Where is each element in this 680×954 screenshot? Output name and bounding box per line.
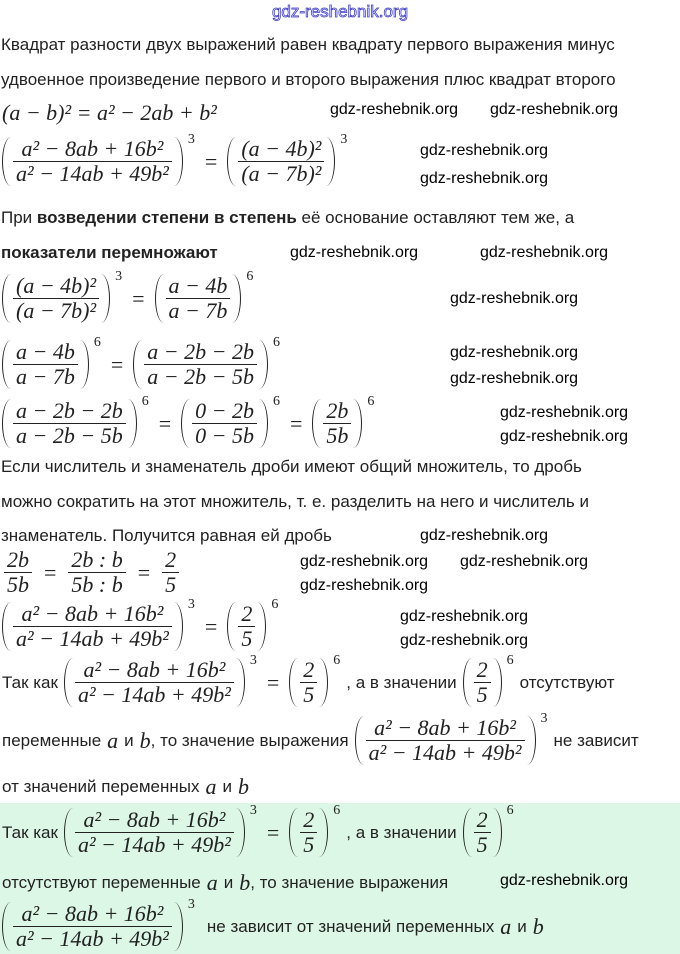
variable: a bbox=[206, 870, 218, 895]
numerator: 2 bbox=[300, 808, 317, 833]
formula-line bbox=[2, 653, 621, 707]
numerator: 2 bbox=[300, 658, 317, 683]
answer-line bbox=[2, 803, 514, 857]
formula-line bbox=[2, 335, 280, 389]
numerator: a² − 8ab + 16b² bbox=[13, 137, 172, 162]
text: не зависит от значений переменных bbox=[206, 916, 495, 936]
denominator: 5 bbox=[241, 626, 253, 651]
exponent: 6 bbox=[93, 335, 101, 350]
paren-group bbox=[2, 394, 149, 448]
paren-group bbox=[227, 597, 279, 651]
watermark: gdz-reshebnik.org bbox=[300, 577, 429, 594]
denominator: 5 bbox=[476, 832, 488, 857]
text: Так как bbox=[2, 822, 58, 842]
formula-line bbox=[2, 711, 645, 765]
text: от значений переменных bbox=[2, 777, 200, 796]
answer-line bbox=[2, 897, 544, 951]
numerator: 2 bbox=[474, 658, 491, 683]
text: и bbox=[222, 777, 232, 796]
denominator: 5b bbox=[326, 423, 349, 448]
paren-group bbox=[64, 653, 257, 707]
formula-square-difference bbox=[2, 100, 217, 126]
paragraph-line: можно сократить на этот множитель, т. е. разделить на него и числитель и bbox=[1, 492, 589, 511]
variable: a bbox=[205, 774, 217, 799]
formula-line bbox=[2, 269, 254, 323]
formula-line bbox=[2, 394, 375, 448]
paren-group bbox=[312, 394, 375, 448]
text: отсутствуют bbox=[519, 672, 615, 692]
numerator: 0 − 2b bbox=[192, 399, 257, 424]
denominator: 5b bbox=[7, 572, 29, 597]
paren-group bbox=[289, 803, 341, 857]
denominator: a − 2b − 5b bbox=[147, 364, 254, 389]
watermark: gdz-reshebnik.org bbox=[500, 428, 629, 445]
paren-group bbox=[64, 803, 257, 857]
equals: = bbox=[137, 559, 151, 585]
watermark: gdz-reshebnik.org bbox=[500, 404, 629, 421]
text: переменные bbox=[2, 730, 102, 750]
watermark: gdz-reshebnik.org bbox=[400, 632, 529, 649]
exponent: 6 bbox=[333, 803, 341, 818]
denominator: 5 bbox=[303, 682, 315, 707]
watermark: gdz-reshebnik.org bbox=[420, 142, 549, 159]
bold-text: показатели перемножают bbox=[1, 243, 218, 262]
exponent: 6 bbox=[333, 653, 341, 668]
paragraph-line bbox=[1, 243, 218, 263]
equals: = bbox=[44, 559, 57, 585]
paragraph-line bbox=[1, 208, 574, 228]
denominator: a − 2b − 5b bbox=[16, 423, 123, 448]
watermark: gdz-reshebnik.org bbox=[330, 101, 459, 118]
paragraph-line: Квадрат разности двух выражений равен квадрату первого выражения минус bbox=[1, 35, 615, 54]
paren-group bbox=[155, 269, 254, 323]
watermark: gdz-reshebnik.org bbox=[300, 553, 429, 570]
formula-line bbox=[2, 548, 181, 597]
text: её основание оставляют тем же, а bbox=[296, 208, 575, 227]
text: и bbox=[124, 730, 134, 750]
paren-group bbox=[355, 711, 548, 765]
denominator: a − 7b bbox=[16, 364, 75, 389]
exponent: 3 bbox=[340, 132, 348, 147]
exponent: 6 bbox=[272, 335, 280, 350]
numerator: a² − 8ab + 16b² bbox=[13, 602, 172, 627]
variable: b bbox=[237, 774, 249, 799]
formula-line bbox=[2, 132, 348, 186]
watermark: gdz-reshebnik.org bbox=[500, 872, 629, 889]
exponent: 3 bbox=[540, 711, 548, 726]
denominator: 5 bbox=[476, 682, 488, 707]
paren-group bbox=[463, 803, 514, 857]
numerator: a − 4b bbox=[166, 274, 231, 299]
watermark: gdz-reshebnik.org bbox=[420, 170, 549, 187]
watermark: gdz-reshebnik.org bbox=[490, 101, 619, 118]
bold-text: возведении степени в степень bbox=[36, 208, 297, 227]
exponent: 6 bbox=[367, 394, 375, 409]
equals: = bbox=[266, 669, 280, 695]
watermark: gdz-reshebnik.org bbox=[480, 244, 609, 261]
numerator: 2 bbox=[474, 808, 491, 833]
denominator: a − 7b bbox=[168, 298, 228, 323]
variable: a bbox=[500, 913, 512, 939]
exponent: 6 bbox=[506, 803, 514, 818]
exponent: 3 bbox=[249, 653, 257, 668]
numerator: 2 bbox=[238, 602, 255, 627]
paragraph-line: удвоенное произведение первого и второго выражения плюс квадрат второго bbox=[1, 70, 616, 89]
denominator: 5 bbox=[303, 832, 315, 857]
paragraph-line: Если числитель и знаменатель дроби имеют общий множитель, то дробь bbox=[1, 457, 582, 476]
exponent: 6 bbox=[246, 269, 254, 284]
equals: = bbox=[110, 351, 124, 377]
watermark: gdz-reshebnik.org bbox=[450, 290, 579, 307]
denominator: a² − 14ab + 49b² bbox=[77, 682, 231, 707]
numerator: a − 2b − 2b bbox=[144, 340, 257, 365]
denominator: (a − 7b)² bbox=[241, 161, 322, 186]
text: При bbox=[1, 208, 37, 227]
paren-group bbox=[2, 335, 101, 389]
numerator: a − 2b − 2b bbox=[13, 399, 126, 424]
text: , а в значении bbox=[346, 822, 457, 842]
text: Так как bbox=[2, 672, 58, 692]
denominator: a² − 14ab + 49b² bbox=[368, 740, 522, 765]
numerator: 2 bbox=[162, 548, 179, 573]
denominator: 5 bbox=[165, 572, 177, 597]
text: , то значение выражения bbox=[150, 730, 349, 750]
watermark: gdz-reshebnik.org bbox=[460, 553, 589, 570]
watermark: gdz-reshebnik.org bbox=[400, 608, 529, 625]
exponent: 3 bbox=[187, 132, 195, 147]
paren-group bbox=[227, 132, 348, 186]
numerator: 2b bbox=[4, 548, 32, 573]
exponent: 3 bbox=[249, 803, 257, 818]
numerator: (a − 4b)² bbox=[13, 274, 99, 299]
denominator: a² − 14ab + 49b² bbox=[16, 161, 169, 186]
denominator: a² − 14ab + 49b² bbox=[16, 926, 169, 951]
paren-group bbox=[289, 653, 341, 707]
watermark: gdz-reshebnik.org bbox=[290, 244, 419, 261]
paren-group bbox=[2, 269, 123, 323]
denominator: a² − 14ab + 49b² bbox=[16, 626, 169, 651]
watermark: gdz-reshebnik.org bbox=[450, 370, 579, 387]
exponent: 3 bbox=[115, 269, 123, 284]
variable: b bbox=[139, 727, 151, 753]
numerator: 2b bbox=[323, 399, 351, 424]
equals: = bbox=[132, 285, 145, 311]
equals: = bbox=[204, 148, 218, 174]
numerator: a² − 8ab + 16b² bbox=[75, 808, 234, 833]
paren-group bbox=[2, 897, 195, 951]
denominator: 0 − 5b bbox=[195, 423, 254, 448]
numerator: a² − 8ab + 16b² bbox=[13, 902, 172, 927]
text: отсутствуют переменные bbox=[2, 873, 201, 892]
text: , а в значении bbox=[346, 672, 457, 692]
answer-line bbox=[2, 870, 454, 896]
equals: = bbox=[266, 819, 280, 845]
denominator: 5b : b bbox=[71, 572, 123, 597]
watermark: gdz-reshebnik.org bbox=[420, 527, 549, 544]
equals: = bbox=[158, 410, 172, 436]
paren-group bbox=[2, 132, 195, 186]
exponent: 3 bbox=[187, 897, 195, 912]
equals: = bbox=[204, 613, 218, 639]
watermark: gdz-reshebnik.org bbox=[450, 344, 579, 361]
text: не зависит bbox=[553, 730, 639, 750]
formula-text: (a − b)² = a² − 2ab + b² bbox=[2, 100, 217, 125]
numerator: (a − 4b)² bbox=[238, 137, 324, 162]
numerator: a² − 8ab + 16b² bbox=[75, 658, 234, 683]
formula-line bbox=[2, 597, 279, 651]
variable: a bbox=[107, 727, 119, 753]
exponent: 3 bbox=[187, 597, 195, 612]
paren-group bbox=[463, 653, 514, 707]
exponent: 6 bbox=[506, 653, 514, 668]
text: и bbox=[223, 873, 234, 892]
paragraph-line: знаменатель. Получится равная ей дробь bbox=[1, 526, 332, 545]
paren-group bbox=[133, 335, 280, 389]
paren-group bbox=[2, 597, 195, 651]
exponent: 6 bbox=[271, 597, 279, 612]
paren-group bbox=[181, 394, 280, 448]
variable: b bbox=[532, 913, 544, 939]
numerator: a² − 8ab + 16b² bbox=[366, 716, 525, 741]
exponent: 6 bbox=[272, 394, 280, 409]
denominator: a² − 14ab + 49b² bbox=[77, 832, 231, 857]
denominator: (a − 7b)² bbox=[16, 298, 97, 323]
numerator: 2b : b bbox=[68, 548, 125, 573]
exponent: 6 bbox=[141, 394, 149, 409]
formula-line bbox=[2, 774, 249, 800]
text: , то значение выражения bbox=[250, 873, 449, 892]
equals: = bbox=[289, 410, 303, 436]
numerator: a − 4b bbox=[13, 340, 78, 365]
site-watermark: gdz-reshebnik.org bbox=[271, 2, 409, 21]
text: и bbox=[517, 916, 527, 936]
variable: b bbox=[239, 870, 251, 895]
